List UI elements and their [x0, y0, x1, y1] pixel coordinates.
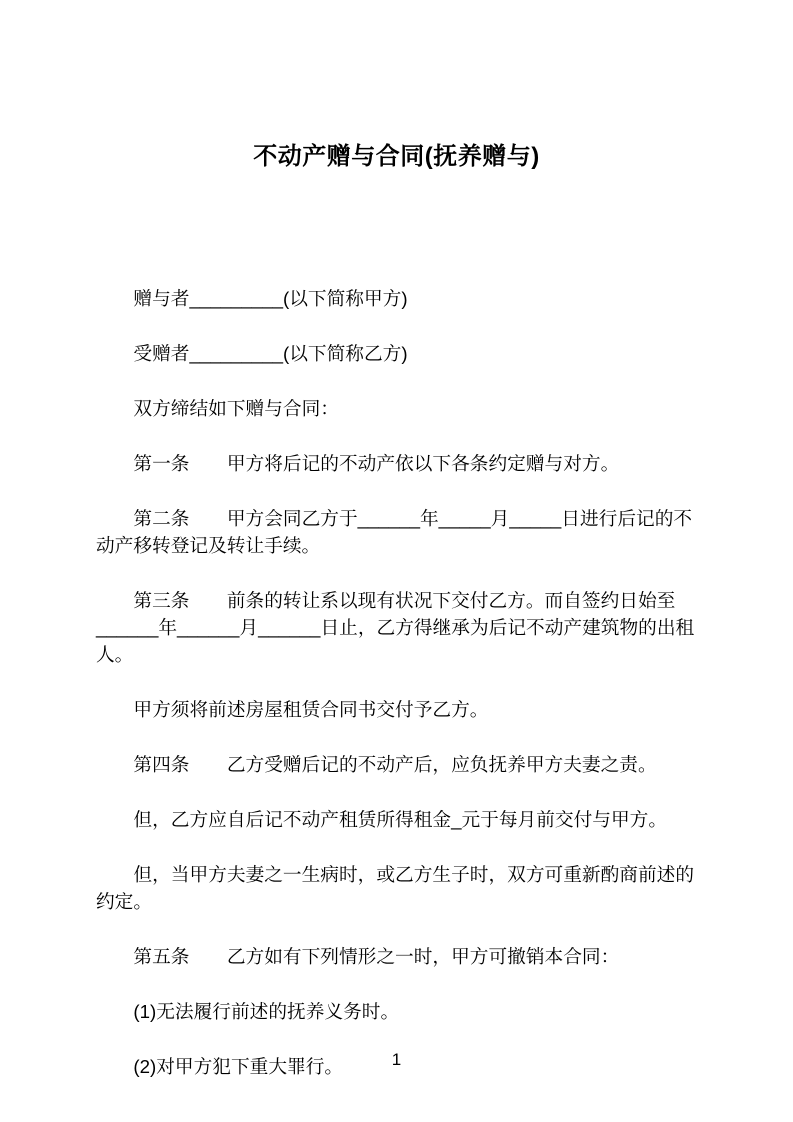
page-number: 1 — [391, 1050, 402, 1069]
document-paragraph: 第二条 甲方会同乙方于______年_____月_____日进行后记的不动产移转登记及转让手续。 — [96, 508, 693, 556]
document-paragraph: 第四条 乙方受赠后记的不动产后，应负抚养甲方夫妻之责。 — [133, 754, 657, 775]
document-paragraph: (1)无法履行前述的抚养义务时。 — [133, 1001, 400, 1022]
document-paragraph: 但，乙方应自后记不动产租赁所得租金_元于每月前交付与甲方。 — [133, 809, 668, 830]
document-paragraph: 受赠者_________(以下简称乙方) — [133, 343, 408, 364]
document-paragraph: 第三条 前条的转让系以现有状况下交付乙方。而自签约日始至______年______月______日止，乙方得继承为后记不动产建筑物的出租人。 — [96, 590, 695, 665]
document-paragraph: 第一条 甲方将后记的不动产依以下各条约定赠与对方。 — [133, 453, 620, 474]
document-body — [96, 285, 697, 1080]
document-paragraph: 双方缔结如下赠与合同： — [133, 398, 339, 419]
document-paragraph: (2)对甲方犯下重大罪行。 — [133, 1056, 344, 1077]
document-paragraph: 但，当甲方夫妻之一生病时，或乙方生子时，双方可重新酌商前述的约定。 — [96, 864, 695, 912]
document-paragraph: 甲方须将前述房屋租赁合同书交付予乙方。 — [133, 699, 489, 720]
document-title: 不动产赠与合同(抚养赠与) — [253, 143, 540, 170]
document-paragraph: 赠与者_________(以下简称甲方) — [133, 288, 408, 309]
document-paragraph: 第五条 乙方如有下列情形之一时，甲方可撤销本合同： — [133, 946, 620, 967]
